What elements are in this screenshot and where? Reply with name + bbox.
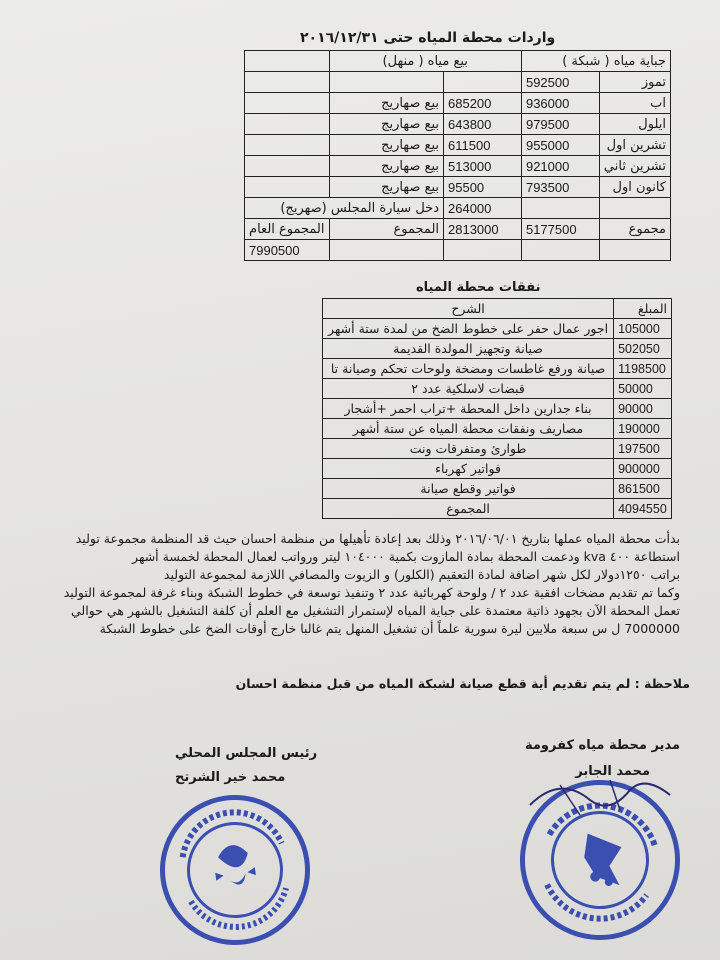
sale-amount: 685200 — [444, 93, 522, 114]
paragraph-line: بدأت محطة المياه عملها بتاريخ ٢٠١٦/٠٦/٠١ وذلك بعد إعادة تأهيلها من منظمة احسان حيث قد المنظمة مجموعة توليد — [75, 531, 680, 546]
expense-desc: صيانة وتجهيز المولدة القديمة — [323, 339, 614, 359]
paragraph-line: تعمل المحطة الآن بجهود ذاتية معتمدة على جباية المياه لإستمرار التشغيل مع العلم أن كلفة التشغيل بالشهر هي حوالي — [71, 603, 680, 618]
revenue-month: تشرين ثاني — [599, 156, 670, 177]
sale-amount: 643800 — [444, 114, 522, 135]
expense-row — [323, 459, 672, 479]
sale-label: بيع صهاريج — [329, 114, 444, 135]
expense-amount: 50000 — [614, 379, 672, 399]
expense-desc: فواتير كهرباء — [323, 459, 614, 479]
expense-desc: طوارئ ومتفرقات ونت — [323, 439, 614, 459]
expense-amount: 105000 — [614, 319, 672, 339]
revenue-month: تشرين اول — [599, 135, 670, 156]
revenue-amount: 979500 — [521, 114, 599, 135]
manager-signature-icon — [520, 765, 690, 825]
council-amount: 264000 — [444, 198, 522, 219]
expenses-header-row — [323, 299, 672, 319]
expense-row — [323, 359, 672, 379]
sale-label — [329, 72, 444, 93]
revenue-row — [245, 114, 671, 135]
expense-row — [323, 419, 672, 439]
expense-row — [323, 339, 672, 359]
expense-amount: 900000 — [614, 459, 672, 479]
council-head-title: رئيس المجلس المحلي — [175, 746, 318, 761]
revenue-amount: 936000 — [521, 93, 599, 114]
revenue-row — [245, 72, 671, 93]
total-amount: 5177500 — [521, 219, 599, 240]
sale-amount: 513000 — [444, 156, 522, 177]
expenses-table — [322, 298, 672, 519]
expense-amount: 861500 — [614, 479, 672, 499]
paragraph-line: وكما تم تقديم مضخات افقية عدد ٢ / ولوحة كهربائية عدد ٢ وتنفيذ توسعة في خطوط الشبكة وبناء غرفة لمجموعة التوليد — [63, 585, 680, 600]
station-manager-title: مدير محطة مياه كفرومة — [525, 738, 680, 753]
report-paragraph — [40, 530, 680, 638]
sale-amount: 611500 — [444, 135, 522, 156]
expense-amount: 1198500 — [614, 359, 672, 379]
expenses-total-row — [323, 499, 672, 519]
sale-label: بيع صهاريج — [329, 135, 444, 156]
expenses-total-label: المجموع — [323, 499, 614, 519]
expense-desc: صيانة ورفع غاطسات ومضخة ولوحات تحكم وصيانة تا — [323, 359, 614, 379]
expenses-total-amount: 4094550 — [614, 499, 672, 519]
expense-desc: بناء جدارين داخل المحطة +تراب احمر +أشجار — [323, 399, 614, 419]
note-text: ملاحظة : لم يتم تقديم أية قطع صيانة لشبكة المياه من قبل منظمة احسان — [235, 676, 690, 691]
revenue-header-row — [245, 51, 671, 72]
expense-row — [323, 379, 672, 399]
revenue-month: تموز — [599, 72, 670, 93]
seal-emblem-icon — [156, 791, 314, 949]
expense-amount: 197500 — [614, 439, 672, 459]
expense-row — [323, 479, 672, 499]
revenue-row — [245, 177, 671, 198]
revenue-table — [244, 50, 671, 261]
paragraph-line: براتب ١٢٥٠دولار لكل شهر اضافة لمادة التعقيم (الكلور) و الزيوت والمصافي اللازمة لمجموعة التوليد — [163, 567, 680, 582]
expenses-title: نفقات محطة المياه — [416, 280, 541, 295]
expense-amount: 502050 — [614, 339, 672, 359]
expense-desc: مصاريف ونفقات محطة المياه عن ستة أشهر — [323, 419, 614, 439]
expense-amount: 90000 — [614, 399, 672, 419]
sale-amount: 95500 — [444, 177, 522, 198]
revenue-row — [245, 93, 671, 114]
paragraph-line: 7000000 ل س سبعة ملايين ليرة سورية علماً أن تشغيل المنهل يتم غالبا خارج أوقات الضخ على خطوط الشبكة — [99, 621, 680, 636]
revenue-month: ايلول — [599, 114, 670, 135]
expenses-header-desc: الشرح — [323, 299, 614, 319]
sale-label: بيع صهاريج — [329, 156, 444, 177]
total-label: مجموع — [599, 219, 670, 240]
sale-label: بيع صهاريج — [329, 177, 444, 198]
revenue-month: كانون اول — [599, 177, 670, 198]
revenue-title: واردات محطة المياه حتى ٢٠١٦/١٢/٣١ — [300, 30, 556, 46]
expense-amount: 190000 — [614, 419, 672, 439]
sales-total-label: المجموع — [329, 219, 444, 240]
revenue-header-sales: بيع مياه ( منهل) — [329, 51, 521, 72]
sales-total-amount: 2813000 — [444, 219, 522, 240]
revenue-council-row — [245, 198, 671, 219]
expense-row — [323, 399, 672, 419]
expense-desc: قبضات لاسلكية عدد ٢ — [323, 379, 614, 399]
grand-total-amount: 7990500 — [245, 240, 330, 261]
expense-desc: فواتير وقطع صيانة — [323, 479, 614, 499]
expense-desc: اجور عمال حفر على خطوط الضخ من لمدة ستة أشهر — [323, 319, 614, 339]
revenue-header-collection: جباية مياه ( شبكة ) — [521, 51, 670, 72]
expenses-header-amount: المبلغ — [614, 299, 672, 319]
grand-total-label: المجموع العام — [245, 219, 330, 240]
expense-row — [323, 439, 672, 459]
revenue-amount: 793500 — [521, 177, 599, 198]
revenue-grand-row — [245, 240, 671, 261]
revenue-total-row — [245, 219, 671, 240]
revenue-amount: 955000 — [521, 135, 599, 156]
revenue-row — [245, 135, 671, 156]
station-manager-name: محمد الجابر — [575, 764, 650, 779]
sale-label: بيع صهاريج — [329, 93, 444, 114]
revenue-amount: 592500 — [521, 72, 599, 93]
revenue-amount: 921000 — [521, 156, 599, 177]
sale-amount — [444, 72, 522, 93]
revenue-month: اب — [599, 93, 670, 114]
paragraph-line: استطاعة ٤٠٠ kva ودعمت المحطة بمادة المازوت بكمية ١٠٤٠٠٠ ليتر ورواتب لعمال المحطة لخمسة أشهر — [132, 549, 680, 564]
council-seal — [150, 785, 319, 954]
revenue-row — [245, 156, 671, 177]
council-head-name: محمد خير الشرتح — [175, 770, 286, 785]
council-label: دخل سيارة المجلس (صهريج) — [245, 198, 444, 219]
expense-row — [323, 319, 672, 339]
